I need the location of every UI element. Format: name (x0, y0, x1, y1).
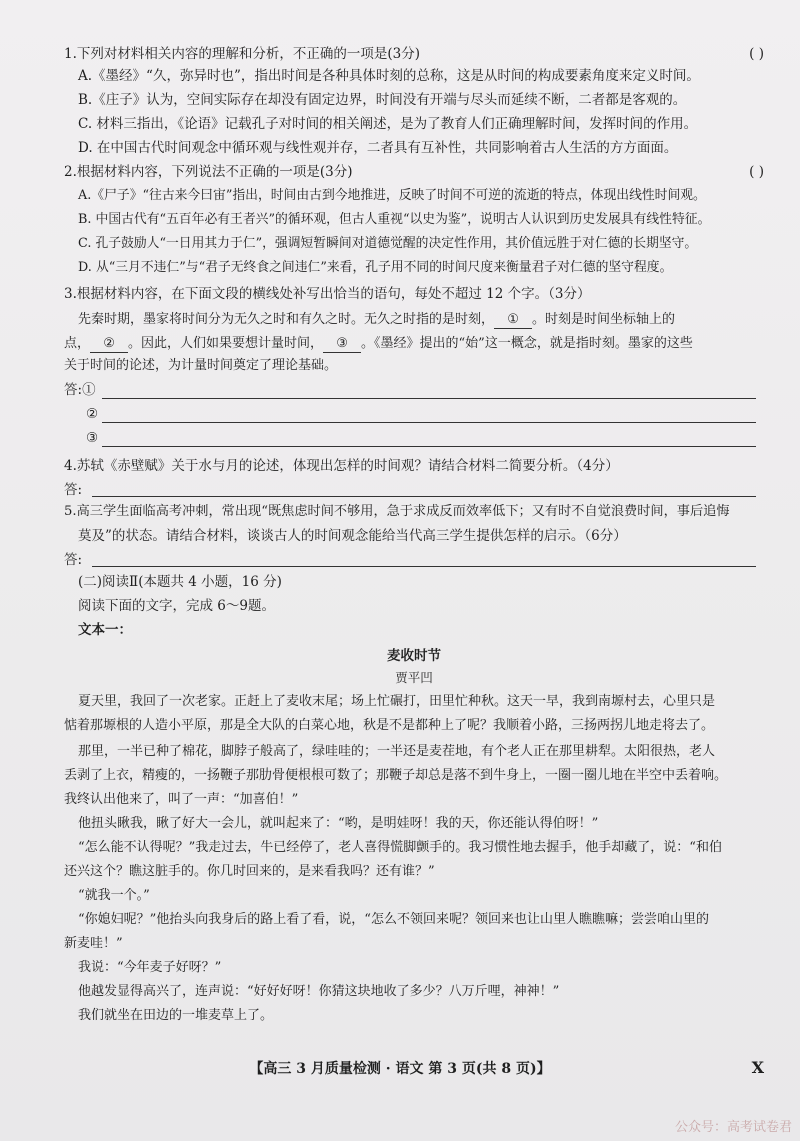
q3-passage-line3: 关于时间的论述，为计量时间奠定了理论基础。 (64, 358, 338, 373)
q3-text: 点， (64, 336, 91, 351)
text-one-label: 文本一： (78, 622, 132, 638)
answer-label: 答: (64, 382, 83, 398)
q1-option-d: D. 在中国古代时间观念中循环观与线性观并存，二者具有互补性，共同影响着古人生活的方方面面。 (78, 140, 678, 156)
q5-stem-line1: 5.高三学生面临高考冲刺，常出现“既焦虑时间不够用，急于求成反而效率低下；又有时不自觉浪费时间，事后追悔 (64, 504, 730, 519)
section2-instruction: 阅读下面的文字，完成 6～9题。 (78, 598, 275, 614)
q3-text: 。《墨经》提出的“始”这一概念，就是指时刻。墨家的这些 (361, 336, 693, 351)
article-paragraph: “就我一个。” (78, 888, 150, 903)
article-paragraph: 新麦哇！” (64, 936, 123, 951)
q2-option-d: D. 从“三月不违仁”与“君子无终食之间违仁”来看，孔子用不同的时间尺度来衡量君子对仁德的坚守程度。 (78, 260, 673, 275)
q4-stem: 4.苏轼《赤壁赋》关于水与月的论述，体现出怎样的时间观？请结合材料二简要分析。（4分） (64, 458, 619, 474)
answer-mark-1: ① (82, 382, 96, 398)
q3-blank-2[interactable]: ② (90, 336, 128, 353)
q2-answer-paren: ( ) (749, 164, 764, 180)
article-paragraph: 他扭头瞅我，瞅了好大一会儿，就叫起来了：“哟，是明娃呀！我的天，你还能认得伯呀！” (78, 816, 599, 831)
q3-text: 。时刻是时间坐标轴上的 (532, 312, 676, 327)
article-paragraph: 还兴这个？瞧这脏手的。你几时回来的，是来看我吗？还有谁？” (64, 864, 435, 879)
q3-answer-2: ② (86, 406, 99, 422)
q5-stem-line2: 莫及”的状态。请结合材料，谈谈古人的时间观念能给当代高三学生提供怎样的启示。（6分） (78, 528, 627, 544)
q1-stem-text: 1.下列对材料相关内容的理解和分析，不正确的一项是(3分) (64, 46, 421, 62)
q5-answer-label: 答: (64, 552, 83, 568)
q2-stem-text: 2.根据材料内容，下列说法不正确的一项是(3分) (64, 164, 353, 180)
q3-blank-1[interactable]: ① (494, 312, 532, 329)
article-paragraph: 那里，一半已种了棉花，脚脖子般高了，绿哇哇的；一半还是麦茬地，有个老人正在那里耕犁。太阳很热，老人 (78, 744, 716, 759)
q5-answer-line[interactable] (92, 566, 756, 567)
article-paragraph: 他越发显得高兴了，连声说：“好好好呀！你猜这块地收了多少？八万斤哩，神神！” (78, 984, 560, 999)
q3-answer-3: ③ (86, 430, 99, 446)
q1-stem (64, 44, 764, 64)
q3-text: 。因此，人们如果要想计量时间， (128, 336, 324, 351)
q3-blank-3[interactable]: ③ (323, 336, 361, 353)
q1-answer-paren: ( ) (749, 46, 764, 62)
q4-answer-line[interactable] (92, 496, 756, 497)
q3-passage-line1 (64, 310, 778, 330)
q1-option-b: B.《庄子》认为，空间实际存在却没有固定边界，时间没有开端与尽头而延续不断，二者都是客观的。 (78, 92, 687, 108)
article-paragraph: 我说：“今年麦子好呀？” (78, 960, 222, 975)
article-paragraph: 惦着那塬根的人造小平原，那是全大队的白菜心地，秋是不是都种上了呢？我顺着小路，三扬两拐儿地走将去了。 (64, 718, 715, 733)
article-title: 麦收时节 (387, 648, 441, 664)
article-paragraph: 夏天里，我回了一次老家。正赶上了麦收末尾；场上忙碾打，田里忙种秋。这天一早，我到南塬村去，心里只是 (78, 694, 716, 709)
q1-option-a: A.《墨经》“久，弥异时也”，指出时间是各种具体时刻的总称，这是从时间的构成要素角度来定义时间。 (78, 68, 700, 84)
q2-option-a: A.《尸子》“往古来今曰宙”指出，时间由古到今地推进，反映了时间不可逆的流逝的特点，体现出线性时间观。 (78, 188, 706, 203)
q4-answer-label: 答: (64, 482, 83, 498)
article-paragraph: 我们就坐在田边的一堆麦草上了。 (78, 1008, 274, 1023)
article-paragraph: 我终认出他来了，叫了一声：“加喜伯！” (64, 792, 299, 807)
q3-answer-line-1[interactable] (102, 398, 756, 399)
q2-option-c: C. 孔子鼓励人“一日用其力于仁”，强调短暂瞬间对道德觉醒的决定性作用，其价值远胜于对仁德的长期坚守。 (78, 236, 698, 251)
page-footer: 【高三 3 月质量检测 · 语文 第 3 页(共 8 页)】 (249, 1061, 551, 1077)
q3-answer-line-2[interactable] (102, 422, 756, 423)
q3-passage-line2 (64, 334, 764, 354)
q2-stem (64, 162, 764, 182)
watermark-text: 公众号：高考试卷君 (674, 1120, 792, 1135)
q1-option-c: C. 材料三指出，《论语》记载孔子对时间的相关阐述，是为了教育人们正确理解时间，发挥时间的作用。 (78, 116, 698, 132)
article-paragraph: “怎么能不认得呢？”我走过去，牛已经停了，老人喜得慌脚颤手的。我习惯性地去握手，他手却藏了，说：“和伯 (78, 840, 722, 855)
section2-heading: (二)阅读Ⅱ(本题共 4 小题，16 分) (78, 574, 282, 590)
q2-option-b: B. 中国古代有“五百年必有王者兴”的循环观，但古人重视“以史为鉴”，说明古人认识到历史发展具有线性特征。 (78, 212, 711, 227)
article-paragraph: “你媳妇呢？”他抬头向我身后的路上看了看，说，“怎么不领回来呢？领回来也让山里人瞧瞧嘛；尝尝咱山里的 (78, 912, 709, 927)
article-author: 贾平凹 (395, 670, 433, 685)
q3-text: 先秦时期，墨家将时间分为无久之时和有久之时。无久之时指的是时刻， (78, 312, 495, 327)
page-corner-mark: X (751, 1058, 764, 1077)
q3-answer-line-3[interactable] (102, 446, 756, 447)
q3-answer-1 (64, 380, 764, 400)
article-paragraph: 丢剥了上衣，精瘦的，一扬鞭子那肋骨便根根可数了；那鞭子却总是落不到牛身上，一圈一圈儿地在半空中丢着响。 (64, 768, 728, 783)
q3-stem: 3.根据材料内容，在下面文段的横线处补写出恰当的语句，每处不超过 12 个字。（3分） (64, 286, 591, 302)
